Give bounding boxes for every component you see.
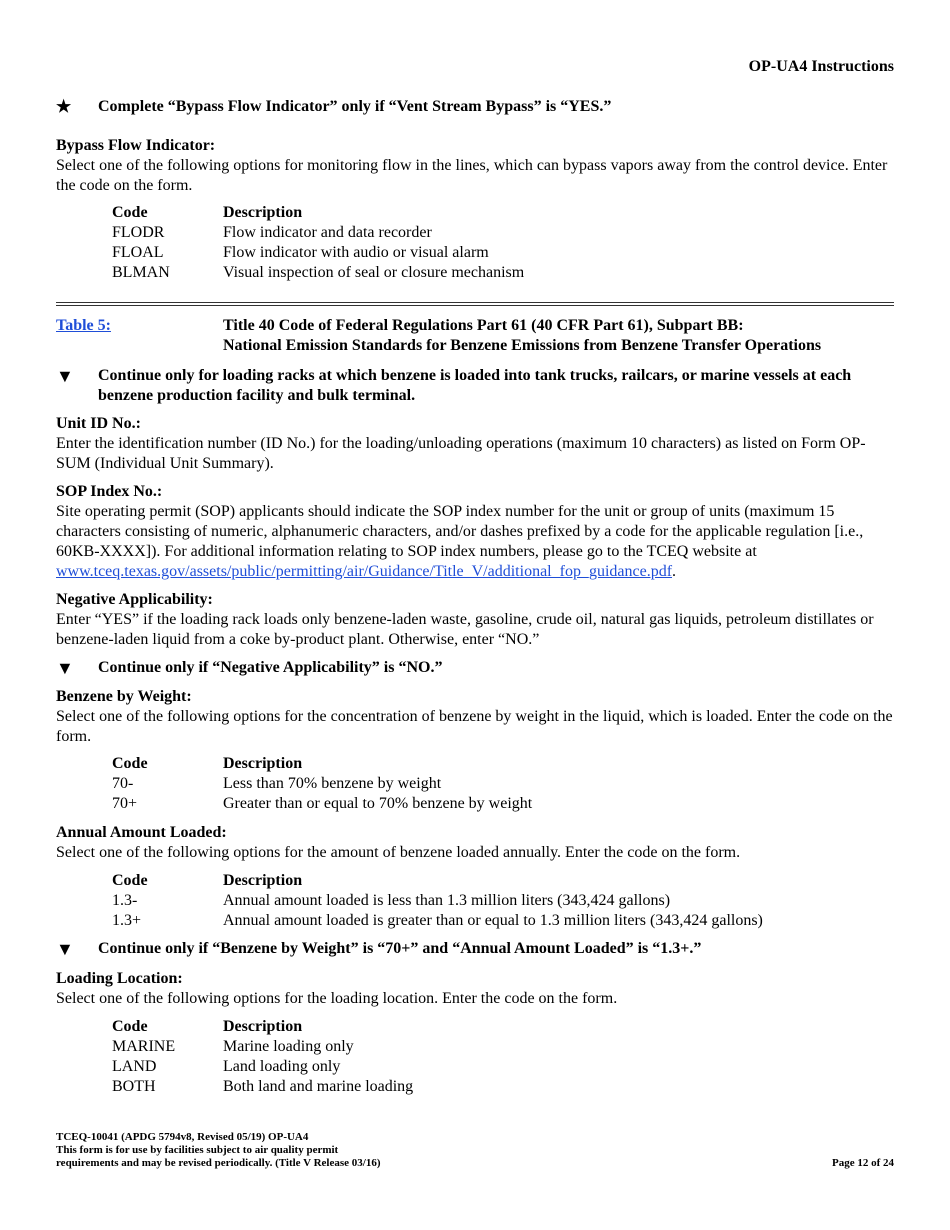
triangle-down-icon: ▼ bbox=[56, 366, 74, 386]
footer-line1: TCEQ-10041 (APDG 5794v8, Revised 05/19) OP-UA4 bbox=[56, 1131, 309, 1143]
code-table-loading-location bbox=[112, 1017, 413, 1097]
section-bypass-flow bbox=[56, 136, 894, 196]
star-icon: ★ bbox=[56, 97, 72, 116]
section-benzene-weight bbox=[56, 687, 894, 747]
section-heading: Negative Applicability: bbox=[56, 591, 213, 608]
desc-cell: Annual amount loaded is less than 1.3 million liters (343,424 gallons) bbox=[223, 892, 671, 909]
table-row bbox=[112, 1057, 413, 1077]
table-row bbox=[112, 263, 524, 283]
tceq-guidance-link[interactable]: www.tceq.texas.gov/assets/public/permitting/air/Guidance/Title_V/additional_fop_guidance.pdf bbox=[56, 563, 673, 580]
section-text bbox=[56, 502, 894, 582]
note-benzene-threshold bbox=[56, 939, 701, 959]
desc-cell: Less than 70% benzene by weight bbox=[223, 775, 442, 792]
document-page bbox=[56, 0, 894, 1230]
section-annual-amount bbox=[56, 823, 894, 863]
table-row bbox=[112, 1037, 413, 1057]
col-desc-header: Description bbox=[223, 1018, 303, 1035]
divider bbox=[56, 305, 894, 306]
section-heading: Annual Amount Loaded: bbox=[56, 824, 227, 841]
section-heading: SOP Index No.: bbox=[56, 483, 163, 500]
code-cell: MARINE bbox=[112, 1038, 176, 1055]
section-negative-applicability bbox=[56, 590, 894, 650]
note-loading-racks bbox=[56, 366, 894, 406]
desc-cell: Annual amount loaded is greater than or equal to 1.3 million liters (343,424 gallons) bbox=[223, 912, 763, 929]
footer-line3: requirements and may be revised periodically. (Title V Release 03/16) bbox=[56, 1157, 381, 1169]
desc-cell: Both land and marine loading bbox=[223, 1078, 414, 1095]
table5-title-line1: Title 40 Code of Federal Regulations Part 61 (40 CFR Part 61), Subpart BB: bbox=[223, 317, 744, 334]
col-code-header: Code bbox=[112, 755, 148, 772]
section-text: Enter “YES” if the loading rack loads only benzene-laden waste, gasoline, crude oil, natural gas liquids, petroleum distillates or benzene-laden liquid from a coke by-product plant. Otherwise, enter “NO.” bbox=[56, 611, 874, 648]
table5-link[interactable]: Table 5: bbox=[56, 317, 111, 334]
col-desc-header: Description bbox=[223, 755, 303, 772]
desc-cell: Land loading only bbox=[223, 1058, 341, 1075]
sop-text: Site operating permit (SOP) applicants should indicate the SOP index number for the unit or group of units (maximum 15 characters consisting of numeric, alphanumeric characters, and/or dashes prefixed by a code for the applicable regulation [i.e., 60KB-XXXX]). For additional information relating to SOP index numbers, please go to the TCEQ website at bbox=[56, 503, 864, 560]
code-table-annual-amount bbox=[112, 871, 763, 931]
note-loading-text: Continue only for loading racks at which benzene is loaded into tank trucks, railcars, or marine vessels at each benzene production facility and bulk terminal. bbox=[98, 367, 852, 404]
section-heading: Bypass Flow Indicator: bbox=[56, 137, 216, 154]
footer-line2: This form is for use by facilities subject to air quality permit bbox=[56, 1144, 339, 1156]
col-desc-header: Description bbox=[223, 204, 303, 221]
code-table-benzene-weight bbox=[112, 754, 532, 814]
section-heading: Benzene by Weight: bbox=[56, 688, 192, 705]
table-row bbox=[112, 243, 524, 263]
section-unit-id bbox=[56, 414, 894, 474]
table-row bbox=[112, 774, 532, 794]
desc-cell: Visual inspection of seal or closure mechanism bbox=[223, 264, 525, 281]
desc-cell: Flow indicator and data recorder bbox=[223, 224, 432, 241]
code-cell: BOTH bbox=[112, 1078, 156, 1095]
section-text: Select one of the following options for the loading location. Enter the code on the form. bbox=[56, 990, 618, 1007]
col-code-header: Code bbox=[112, 204, 148, 221]
desc-cell: Marine loading only bbox=[223, 1038, 354, 1055]
triangle-down-icon: ▼ bbox=[56, 939, 74, 959]
code-table-bypass bbox=[112, 203, 524, 283]
code-cell: LAND bbox=[112, 1058, 157, 1075]
code-table-header bbox=[112, 754, 532, 774]
section-text: Select one of the following options for the concentration of benzene by weight in the liquid, which is loaded. Enter the code on the form. bbox=[56, 708, 893, 745]
section-text: Enter the identification number (ID No.) for the loading/unloading operations (maximum 10 characters) as listed on Form OP-SUM (Individual Unit Summary). bbox=[56, 435, 866, 472]
divider bbox=[56, 302, 894, 303]
note-negative bbox=[56, 658, 442, 678]
note-benzene-text: Continue only if “Benzene by Weight” is “70+” and “Annual Amount Loaded” is “1.3+.” bbox=[98, 940, 702, 957]
code-cell: 70- bbox=[112, 775, 134, 792]
triangle-down-icon: ▼ bbox=[56, 658, 74, 678]
table-row bbox=[112, 223, 524, 243]
desc-cell: Flow indicator with audio or visual alarm bbox=[223, 244, 489, 261]
code-cell: BLMAN bbox=[112, 264, 170, 281]
section-text: Select one of the following options for the amount of benzene loaded annually. Enter the code on the form. bbox=[56, 844, 741, 861]
code-table-header bbox=[112, 871, 763, 891]
section-heading: Loading Location: bbox=[56, 970, 183, 987]
table5-title-line2: National Emission Standards for Benzene Emissions from Benzene Transfer Operations bbox=[223, 337, 822, 354]
code-cell: FLODR bbox=[112, 224, 165, 241]
table-row bbox=[112, 891, 763, 911]
table-row bbox=[112, 911, 763, 931]
page-number: Page 12 of 24 bbox=[831, 1157, 894, 1169]
col-desc-header: Description bbox=[223, 872, 303, 889]
note-negative-text: Continue only if “Negative Applicability” is “NO.” bbox=[98, 659, 443, 676]
code-cell: 1.3+ bbox=[112, 912, 142, 929]
section-text: Select one of the following options for monitoring flow in the lines, which can bypass vapors away from the control device. Enter the code on the form. bbox=[56, 157, 888, 194]
section-loading-location bbox=[56, 969, 894, 1009]
page-footer bbox=[56, 1131, 894, 1170]
table5-title-block bbox=[56, 316, 894, 356]
table-row bbox=[112, 794, 532, 814]
code-cell: 1.3- bbox=[112, 892, 138, 909]
desc-cell: Greater than or equal to 70% benzene by weight bbox=[223, 795, 533, 812]
code-cell: 70+ bbox=[112, 795, 138, 812]
section-heading: Unit ID No.: bbox=[56, 415, 141, 432]
col-code-header: Code bbox=[112, 872, 148, 889]
section-sop-index bbox=[56, 482, 894, 582]
page-header-title: OP-UA4 Instructions bbox=[748, 58, 894, 75]
sop-text-end: . bbox=[672, 563, 677, 580]
code-cell: FLOAL bbox=[112, 244, 164, 261]
note-bypass bbox=[56, 97, 611, 117]
code-table-header bbox=[112, 1017, 413, 1037]
note-bypass-text: Complete “Bypass Flow Indicator” only if “Vent Stream Bypass” is “YES.” bbox=[98, 98, 612, 115]
col-code-header: Code bbox=[112, 1018, 148, 1035]
table-row bbox=[112, 1077, 413, 1097]
code-table-header bbox=[112, 203, 524, 223]
